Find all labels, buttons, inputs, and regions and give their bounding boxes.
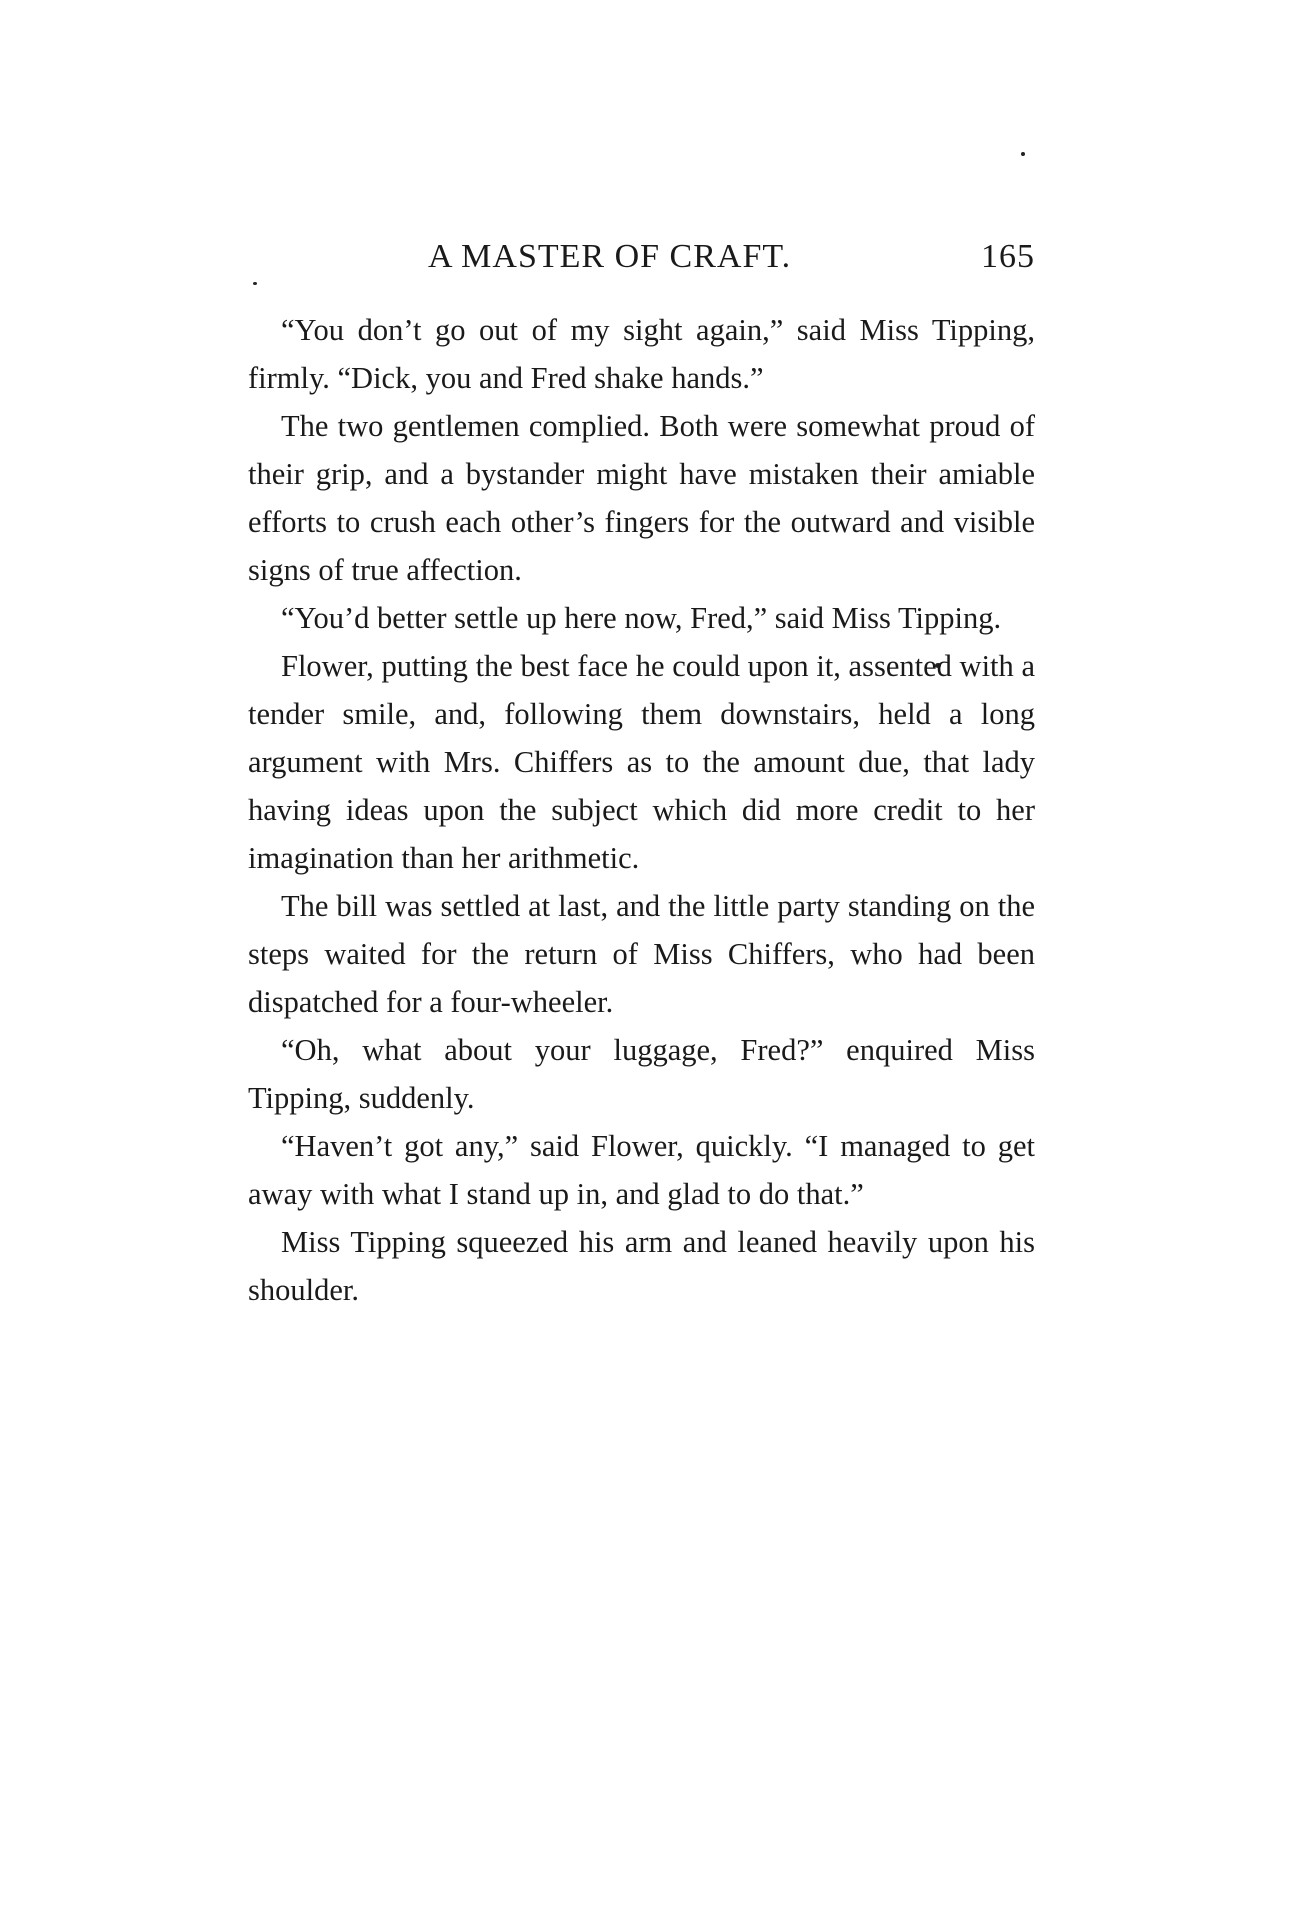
paragraph: The two gentlemen complied. Both were somewhat proud of their grip, and a bystander might have mistaken their amiable efforts to crush each other’s fingers for the outward and visible signs of true affection. [248,409,1035,587]
paragraph: “Haven’t got any,” said Flower, quickly. “I managed to get away with what I stand up in, and glad to do that.” [248,1129,1035,1211]
paragraph: “You don’t go out of my sight again,” said Miss Tipping, firmly. “Dick, you and Fred shake hands.” [248,313,1035,395]
running-title: A MASTER OF CRAFT. [428,238,792,275]
print-speck [1021,152,1025,156]
paragraph: Miss Tipping squeezed his arm and leaned heavily upon his shoulder. [248,1225,1035,1307]
paragraph: “You’d better settle up here now, Fred,” said Miss Tipping. [281,601,1002,635]
paragraph: The bill was settled at last, and the little party standing on the steps waited for the return of Miss Chiffers, who had been dispatched for a four-wheeler. [248,889,1035,1019]
page-number: 165 [981,238,1035,275]
paragraph: Flower, putting the best face he could upon it, assented with a tender smile, and, following them downstairs, held a long argument with Mrs. Chiffers as to the amount due, that lady having ideas upon the subject which did more credit to her imagination than her arithmetic. [248,649,1035,875]
running-head [248,238,1035,288]
paragraph: “Oh, what about your luggage, Fred?” enquired Miss Tipping, suddenly. [248,1033,1035,1115]
body-text [248,306,1035,1314]
